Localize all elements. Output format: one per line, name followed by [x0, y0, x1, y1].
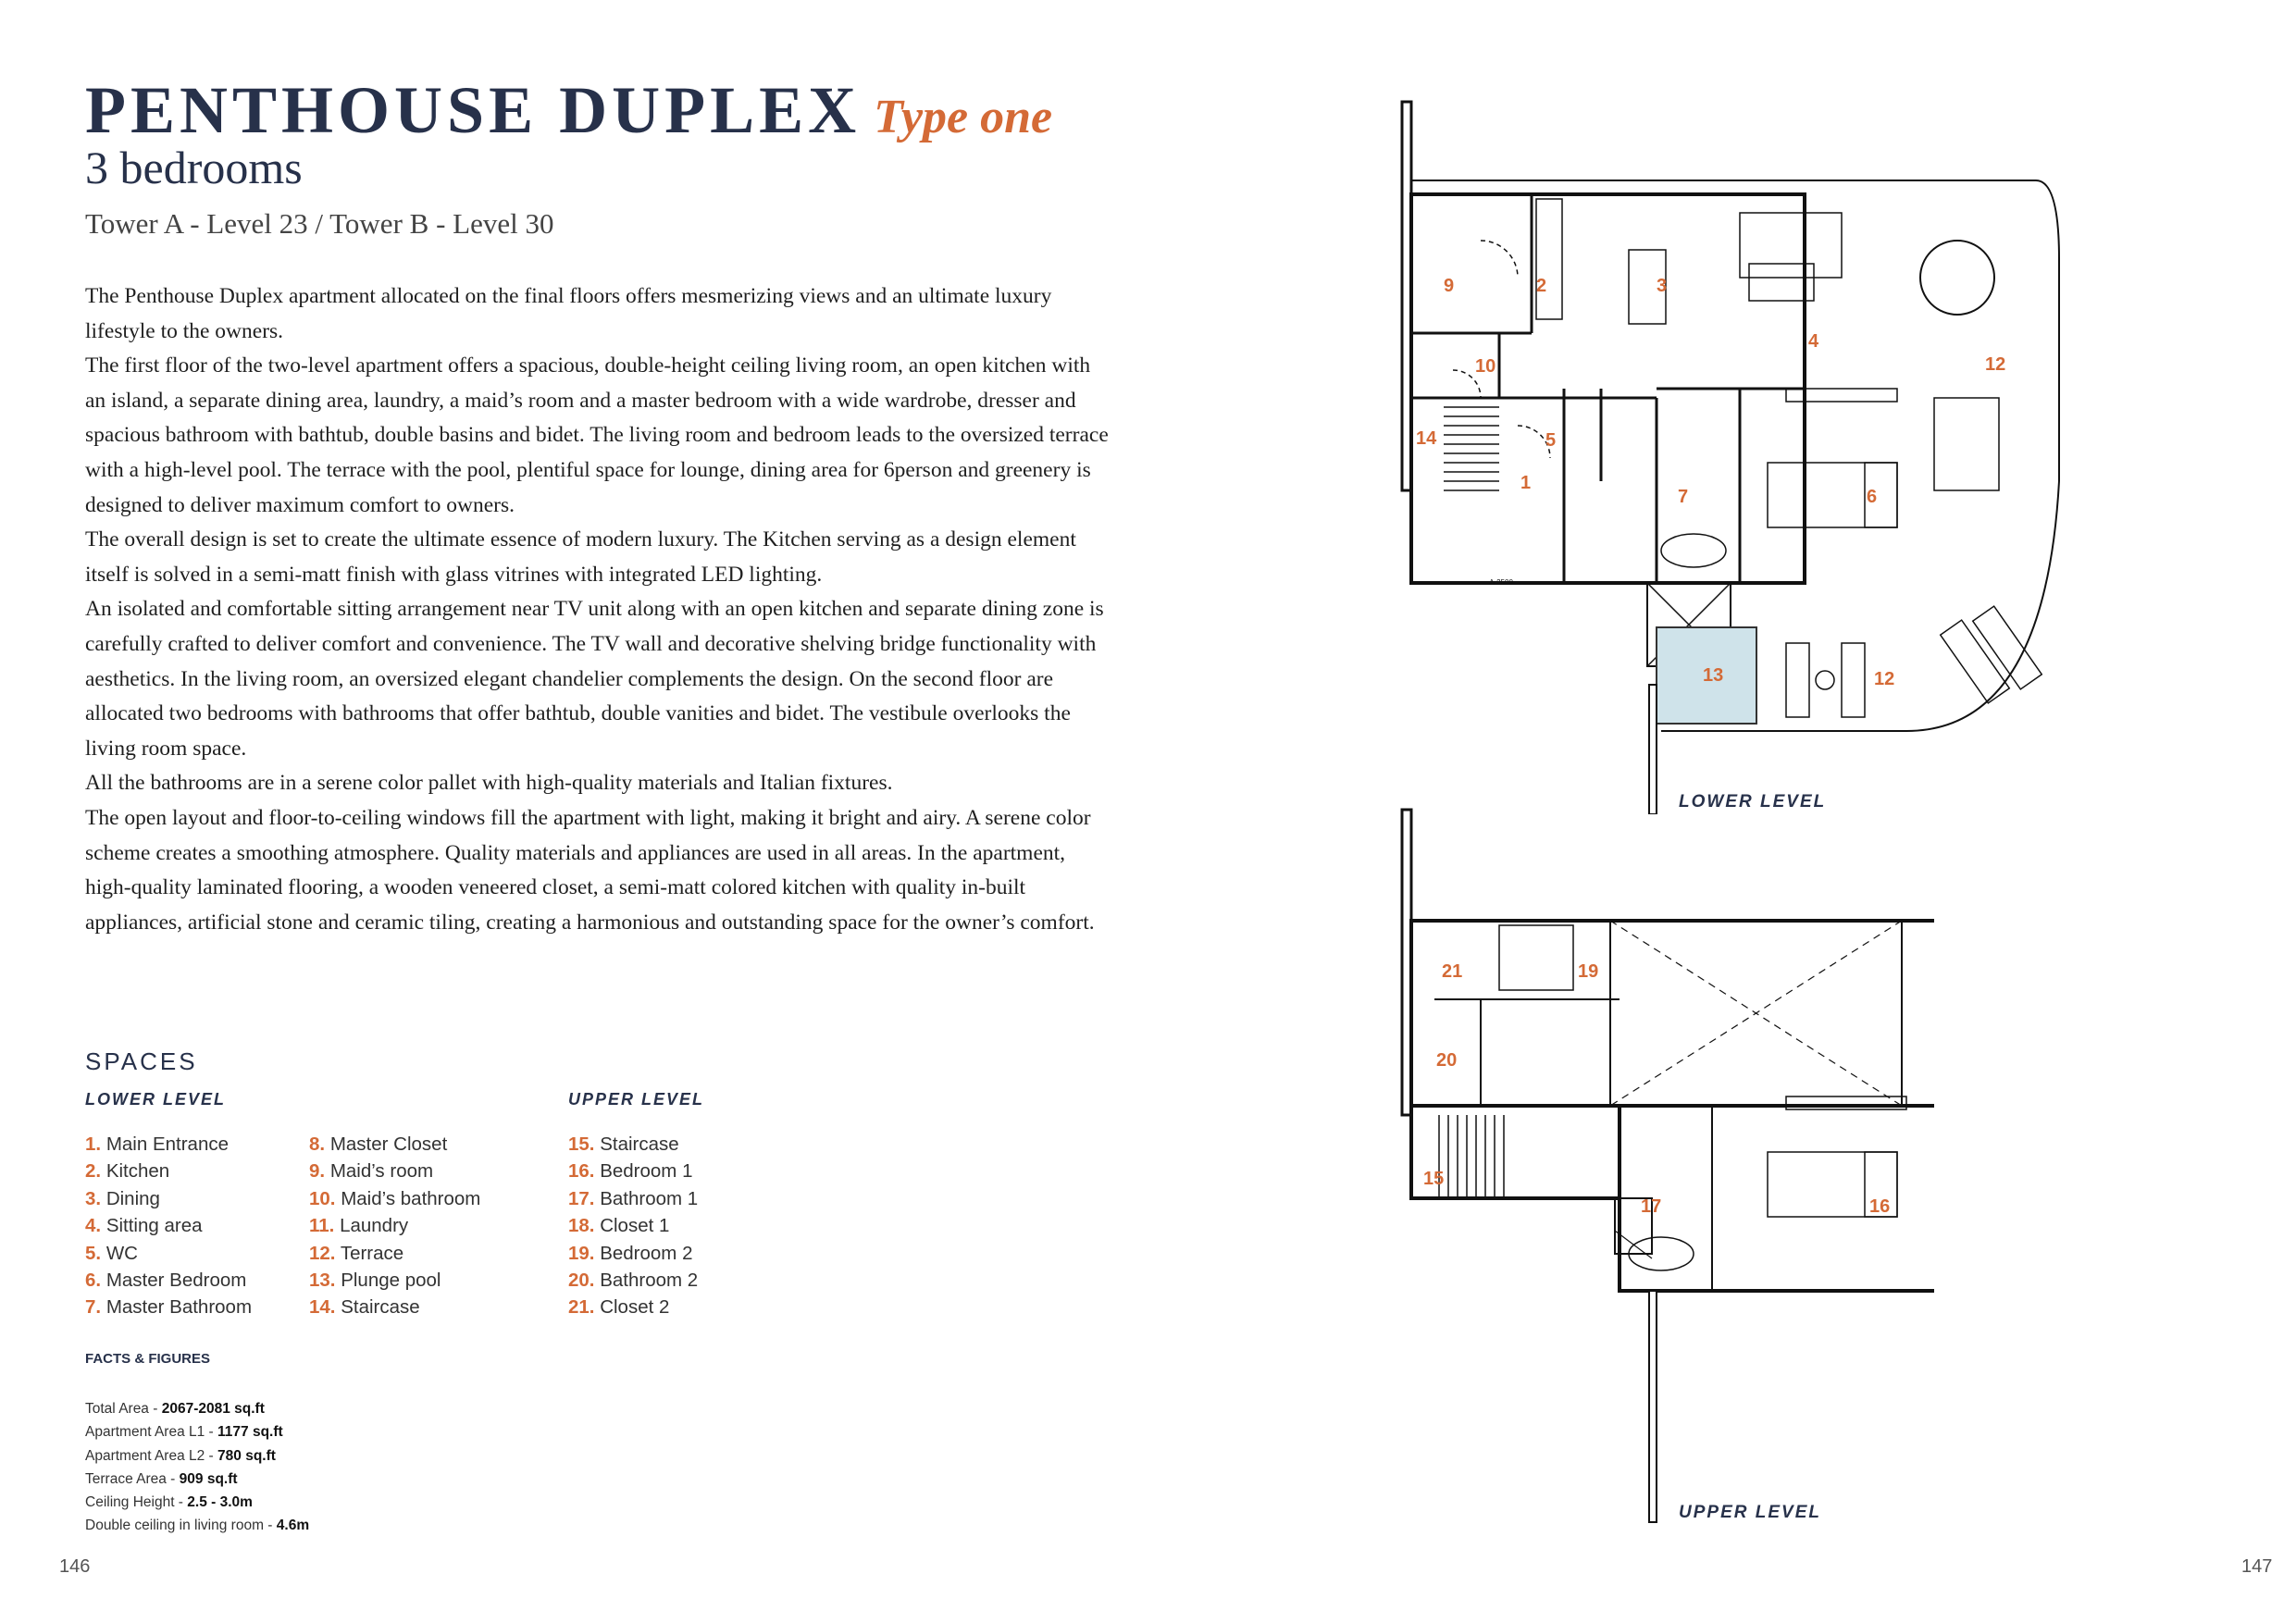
space-item: 19. Bedroom 2	[568, 1242, 693, 1264]
fact-row: Ceiling Height - 2.5 - 3.0m	[85, 1494, 253, 1511]
page-title: PENTHOUSE DUPLEX	[85, 73, 862, 147]
upper-level-plan-label: UPPER LEVEL	[1679, 1503, 1821, 1522]
room-number: 15	[1423, 1169, 1445, 1189]
bedrooms-subtitle: 3 bedrooms	[85, 142, 303, 193]
room-number: 12	[1985, 354, 2006, 375]
space-item: 11. Laundry	[309, 1215, 409, 1237]
location-line: Tower A - Level 23 / Tower B - Level 30	[85, 207, 554, 240]
room-number: 7	[1678, 487, 1689, 507]
space-item: 14. Staircase	[309, 1296, 420, 1319]
lower-level-plan-label: LOWER LEVEL	[1679, 792, 1827, 812]
space-item: 8. Master Closet	[309, 1134, 448, 1155]
space-item: 6. Master Bedroom	[85, 1270, 247, 1292]
spaces-title: SPACES	[85, 1047, 198, 1075]
space-item: 17. Bathroom 1	[568, 1187, 699, 1209]
description-paragraph: An isolated and comfortable sitting arrangement near TV unit along with an open kitchen and separate dining zone is carefully crafted to deliver comfort and convenience. The TV wall and decorative shelving bridge functionality with aesthetics. In the living room, an oversized elegant chandelier complements the design. On the second floor are allocated two bedrooms with bathrooms that offer bathtub, double vanities and bidet. The vestibule overlooks the living room space.	[85, 597, 1104, 761]
fact-row: Apartment Area L2 - 780 sq.ft	[85, 1447, 276, 1464]
room-number: 9	[1444, 276, 1455, 296]
lower-level-floor-plan	[1379, 93, 2064, 814]
space-item: 16. Bedroom 1	[568, 1160, 693, 1183]
space-item: 5. WC	[85, 1242, 138, 1264]
spaces-list-lower-2	[309, 1131, 480, 1321]
room-number: 6	[1867, 487, 1878, 507]
room-number: 4	[1808, 331, 1819, 352]
facts-list	[85, 1397, 309, 1538]
space-item: 7. Master Bathroom	[85, 1296, 253, 1319]
space-item: 10. Maid’s bathroom	[309, 1187, 481, 1209]
fact-row: Terrace Area - 909 sq.ft	[85, 1470, 238, 1487]
space-item: 4. Sitting area	[85, 1215, 203, 1237]
space-item: 2. Kitchen	[85, 1160, 170, 1183]
title-row	[85, 72, 1052, 149]
apartment-outline	[1411, 921, 1934, 1106]
room-number: 5	[1545, 430, 1557, 451]
description-paragraph: The first floor of the two-level apartment offers a spacious, double-height ceiling living room, an open kitchen with an island, a separate dining area, laundry, a maid’s room and a master bedroom with a wide wardrobe, dresser and spacious bathroom with bathtub, double basins and bidet. The living room and bedroom leads to the oversized terrace with a high-level pool. The terrace with the pool, plentiful space for lounge, dining area for 6person and greenery is designed to deliver maximum comfort to owners.	[85, 353, 1109, 517]
fact-row: Apartment Area L1 - 1177 sq.ft	[85, 1424, 283, 1441]
type-label: Type one	[874, 91, 1053, 143]
page-number-right: 147	[2241, 1556, 2273, 1577]
spaces-list-upper	[568, 1131, 698, 1321]
space-item: 21. Closet 2	[568, 1296, 670, 1319]
space-item: 1. Main Entrance	[85, 1134, 229, 1155]
space-item: 20. Bathroom 2	[568, 1270, 699, 1292]
fact-row: Double ceiling in living room - 4.6m	[85, 1518, 310, 1534]
upper-level-floor-plan	[1379, 805, 1934, 1527]
space-item: 12. Terrace	[309, 1242, 404, 1264]
description-paragraph: The overall design is set to create the ultimate essence of modern luxury. The Kitchen serving as a design element itself is solved in a semi-matt finish with glass vitrines with integrated LED lighting.	[85, 527, 1076, 587]
description	[85, 279, 1112, 940]
room-number: 16	[1869, 1196, 1891, 1217]
room-number: 3	[1657, 276, 1668, 296]
fact-row: Total Area - 2067-2081 sq.ft	[85, 1401, 265, 1417]
description-paragraph: The Penthouse Duplex apartment allocated on the final floors offers mesmerizing views and an ultimate luxury lifestyle to the owners.	[85, 284, 1052, 343]
room-number: 20	[1436, 1050, 1458, 1071]
space-item: 3. Dining	[85, 1187, 160, 1209]
room-number: 1	[1520, 473, 1532, 493]
room-number: 12	[1874, 669, 1895, 689]
terrace-edge	[1411, 180, 2059, 259]
room-number: 10	[1475, 356, 1496, 377]
room-number: 17	[1641, 1196, 1662, 1217]
space-item: 15. Staircase	[568, 1134, 679, 1155]
description-paragraph: All the bathrooms are in a serene color pallet with high-quality materials and Italian fixtures.	[85, 771, 893, 796]
spaces-list-lower-1	[85, 1131, 252, 1321]
space-item: 9. Maid’s room	[309, 1160, 434, 1183]
upper-level-heading: UPPER LEVEL	[568, 1090, 705, 1109]
facts-title: FACTS & FIGURES	[85, 1351, 211, 1367]
room-number: A-2500	[1489, 578, 1513, 587]
description-paragraph: The open layout and floor-to-ceiling windows fill the apartment with light, making it bright and airy. A serene color scheme creates a smoothing atmosphere. Quality materials and appliances are used in all areas. In the apartment, high-quality laminated flooring, a wooden veneered closet, a semi-matt colored kitchen with quality in-built appliances, artificial stone and ceramic tiling, creating a harmonious and outstanding space for the owner’s comfort.	[85, 805, 1095, 935]
room-number: 19	[1578, 961, 1599, 982]
page-number-left: 146	[59, 1556, 91, 1577]
room-number: 14	[1416, 428, 1437, 449]
lower-level-heading: LOWER LEVEL	[85, 1090, 226, 1109]
room-number: 13	[1703, 665, 1724, 686]
space-item: 18. Closet 1	[568, 1215, 670, 1237]
room-number: 21	[1442, 961, 1463, 982]
room-number: 2	[1536, 276, 1547, 296]
space-item: 13. Plunge pool	[309, 1270, 441, 1292]
